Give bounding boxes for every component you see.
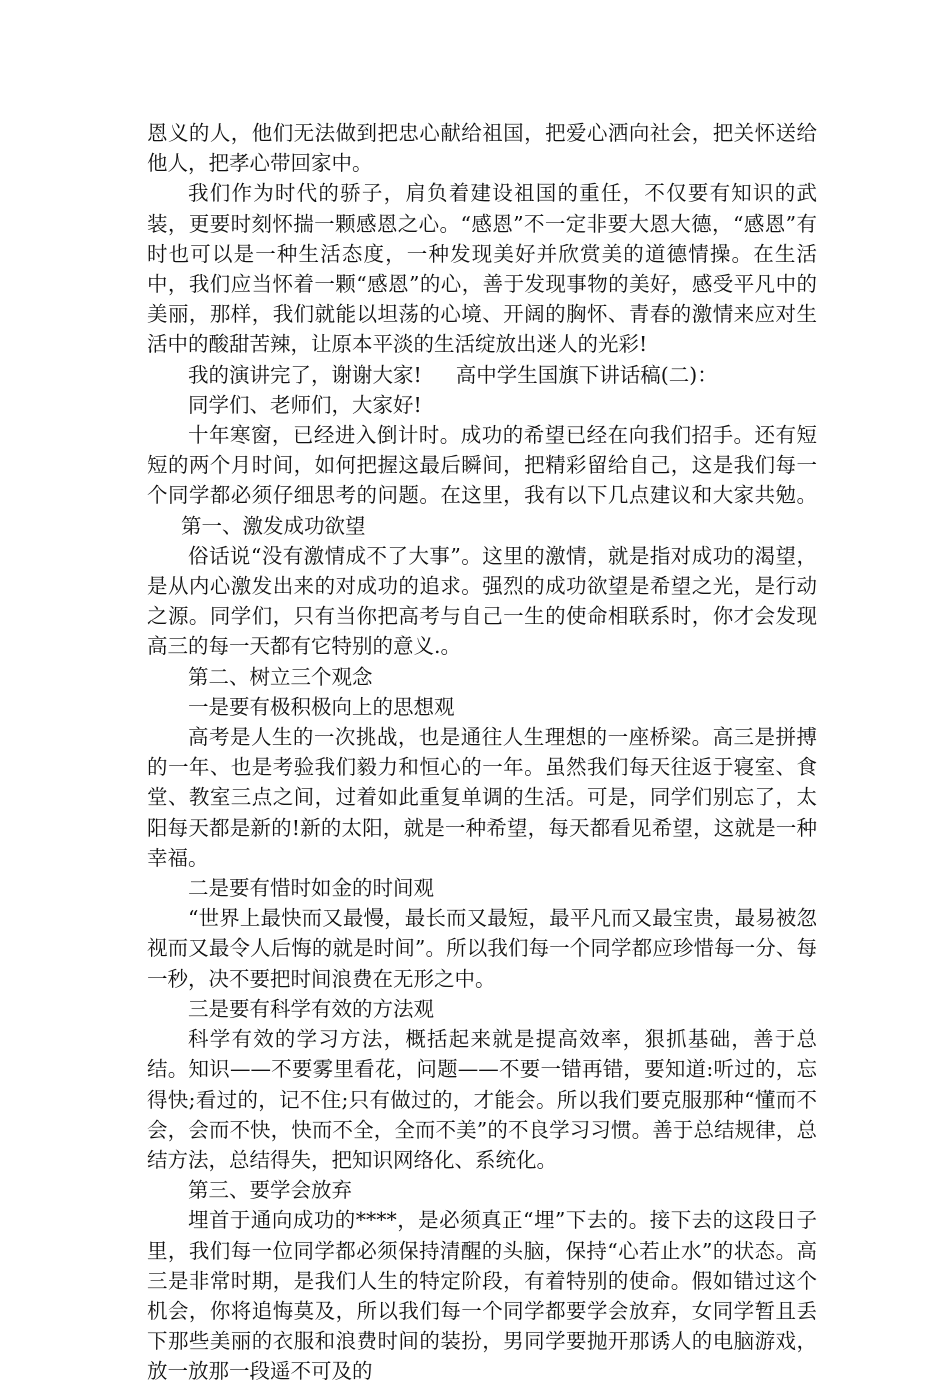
paragraph-text: 十年寒窗，已经进入倒计时。成功的希望已经在向我们招手。还有短短的两个月时间，如何把握这最后瞬间，把精彩留给自己，这是我们每一个同学都必须仔细思考的问题。在这里，我有以下几点建议和大家共勉。 xyxy=(147,423,817,508)
paragraph-text: 我的演讲完了，谢谢大家! xyxy=(188,362,422,387)
paragraph: 我们作为时代的骄子，肩负着建设祖国的重任，不仅要有知识的武装，更要时刻怀揣一颗感恩之心。“感恩”不一定非要大恩大德，“感恩”有时也可以是一种生活态度，一种发现美好并欣赏美的道德情操。在生活中，我们应当怀着一颗“感恩”的心，善于发现事物的美好，感受平凡中的美丽，那样，我们就能以坦荡的心境、开阔的胸怀、青春的激情来应对生活中的酸甜苦辣，让原本平淡的生活绽放出迷人的光彩! xyxy=(147,181,817,357)
paragraph: “世界上最快而又最慢，最长而又最短，最平凡而又最宝贵，最易被忽视而又最令人后悔的就是时间”。所以我们每一个同学都应珍惜每一分、每一秒，决不要把时间浪费在无形之中。 xyxy=(147,906,817,991)
paragraph: 高考是人生的一次挑战，也是通往人生理想的一座桥梁。高三是拼搏的一年、也是考验我们毅力和恒心的一年。虽然我们每天往返于寝室、食堂、教室三点之间，过着如此重复单调的生活。可是，同学们别忘了，太阳每天都是新的!新的太阳，就是一种希望，每天都看见希望，这就是一种幸福。 xyxy=(147,725,817,870)
subheading: 二是要有惜时如金的时间观 xyxy=(188,876,434,901)
section-heading: 第一、激发成功欲望 xyxy=(181,513,366,538)
paragraph: 埋首于通向成功的****，是必须真正“埋”下去的。接下去的这段日子里，我们每一位同学都必须保持清醒的头脑，保持“心若止水”的状态。高三是非常时期，是我们人生的特定阶段，有着特别的使命。假如错过这个机会，你将追悔莫及，所以我们每一个同学都要学会放弃，女同学暂且丢下那些美丽的衣服和浪费时间的装扮，男同学要抛开那诱人的电脑游戏，放一放那一段遥不可及的 xyxy=(147,1208,817,1384)
subheading: 三是要有科学有效的方法观 xyxy=(188,996,434,1021)
paragraph: 科学有效的学习方法，概括起来就是提高效率，狠抓基础，善于总结。知识——不要雾里看花，问题——不要一错再错，要知道:听过的，忘得快;看过的，记不住;只有做过的，才能会。所以我们要克服那种“懂而不会，会而不快，快而不全，全而不美”的不良学习习惯。善于总结规律，总结方法，总结得失，把知识网络化、系统化。 xyxy=(147,1027,817,1172)
section-heading: 高中学生国旗下讲话稿(二)： xyxy=(455,362,718,387)
section-heading: 第三、要学会放弃 xyxy=(188,1178,352,1203)
document-page xyxy=(147,118,817,1387)
paragraph: 俗话说“没有激情成不了大事”。这里的激情，就是指对成功的渴望，是从内心激发出来的对成功的追求。强烈的成功欲望是希望之光，是行动之源。同学们，只有当你把高考与自己一生的使命相联系时，你才会发现高三的每一天都有它特别的意义.。 xyxy=(147,543,817,659)
greeting: 同学们、老师们，大家好! xyxy=(188,392,422,417)
paragraph xyxy=(147,360,817,390)
paragraph xyxy=(147,420,817,541)
subheading: 一是要有极积极向上的思想观 xyxy=(188,694,455,719)
paragraph: 恩义的人，他们无法做到把忠心献给祖国，把爱心洒向社会，把关怀送给他人，把孝心带回家中。 xyxy=(147,121,817,176)
section-heading: 第二、树立三个观念 xyxy=(188,664,373,689)
